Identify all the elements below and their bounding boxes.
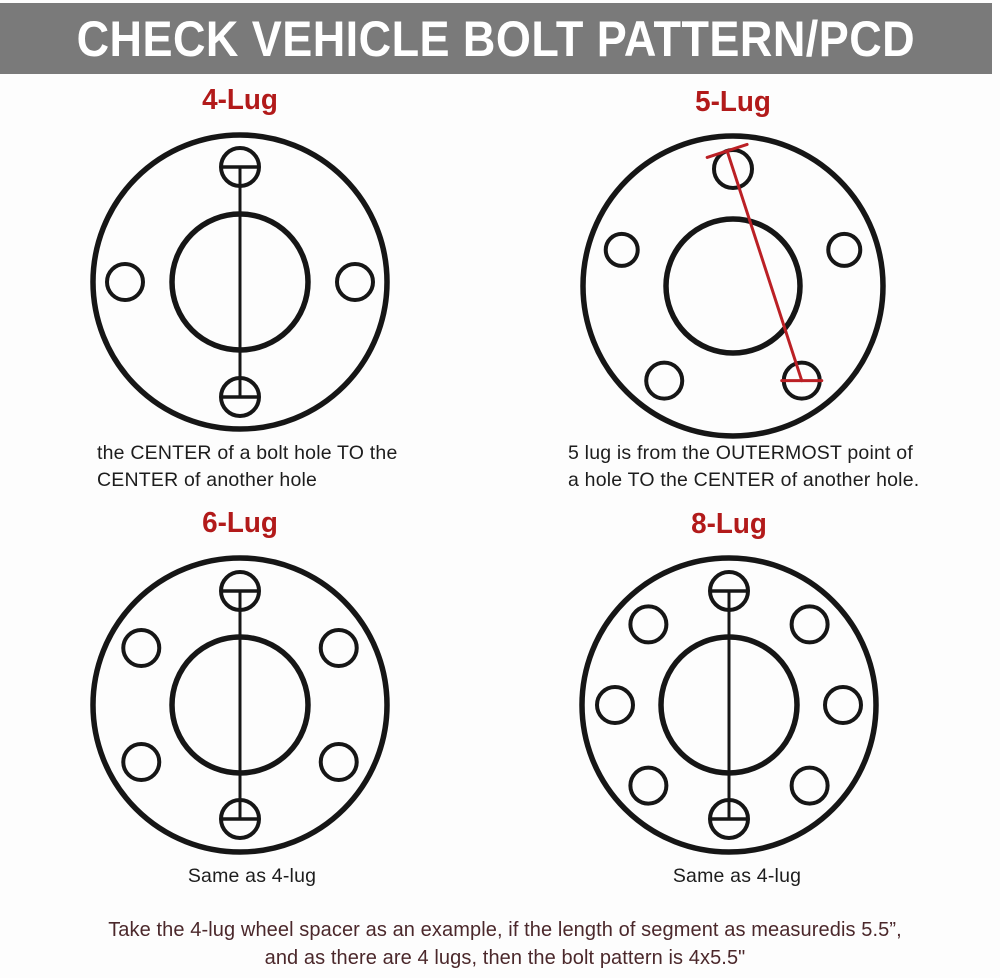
footer-note <box>50 916 960 972</box>
label-6lug: 6-Lug <box>202 507 278 539</box>
caption-5lug-line2: a hole TO the CENTER of another hole. <box>568 469 920 491</box>
caption-8lug-line1: Same as 4-lug <box>672 865 802 887</box>
caption-5lug-line1: 5 lug is from the OUTERMOST point of <box>568 442 913 464</box>
caption-6lug <box>102 863 402 890</box>
caption-5lug <box>568 440 919 494</box>
label-8lug: 8-Lug <box>691 508 767 540</box>
bolt-pattern-diagram-4lug <box>80 122 400 442</box>
header-banner <box>0 3 992 74</box>
footer-note-line2: and as there are 4 lugs, then the bolt pattern is 4x5.5" <box>264 947 746 969</box>
bolt-pattern-diagram-5lug <box>573 126 893 446</box>
label-5lug: 5-Lug <box>695 86 771 118</box>
caption-4lug-line1: the CENTER of a bolt hole TO the <box>97 442 398 464</box>
caption-4lug <box>97 440 398 494</box>
label-4lug: 4-Lug <box>202 84 278 116</box>
caption-6lug-line1: Same as 4-lug <box>187 865 317 887</box>
bolt-pattern-diagram-6lug <box>80 545 400 865</box>
page-title: CHECK VEHICLE BOLT PATTERN/PCD <box>76 10 916 67</box>
bolt-pattern-diagram-8lug <box>569 545 889 865</box>
footer-note-line1: Take the 4-lug wheel spacer as an example, if the length of segment as measuredis 5.5”, <box>108 919 902 941</box>
caption-4lug-line2: CENTER of another hole <box>97 469 318 491</box>
caption-8lug <box>587 863 887 890</box>
